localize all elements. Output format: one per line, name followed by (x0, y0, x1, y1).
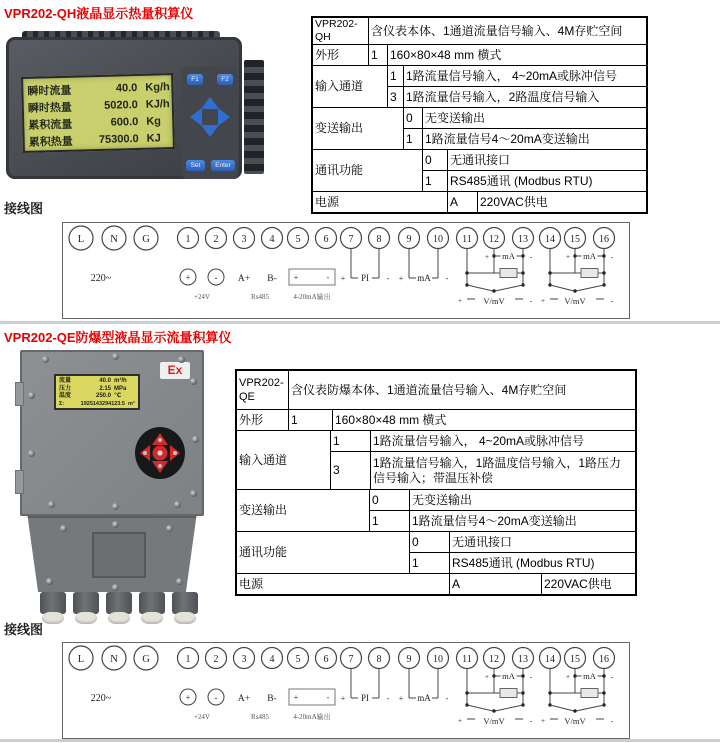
svg-text:3: 3 (241, 234, 247, 245)
svg-text:V/mV: V/mV (564, 296, 586, 306)
input-desc: 1路流量信号输入， 4~20mA或脉冲信号 (373, 433, 585, 448)
svg-text:8: 8 (376, 654, 382, 665)
f2-button: F2 (217, 74, 233, 85)
cable-gland (139, 592, 165, 614)
cable-gland (172, 592, 198, 614)
comm-code: 1 (410, 553, 450, 573)
svg-text:14: 14 (545, 234, 555, 245)
svg-text:+: + (340, 694, 346, 703)
output-code: 0 (370, 490, 410, 510)
lcd-unit: MPa (114, 385, 127, 392)
shape-desc: 160×80×48 mm 横式 (390, 47, 502, 62)
screw-icon (48, 501, 55, 508)
output-desc: 1路流量信号4～20mA变送输出 (425, 131, 590, 146)
svg-text:14: 14 (545, 654, 555, 665)
product-photo-qe (18, 346, 208, 624)
spec-row-power (313, 191, 646, 212)
svg-text:PI: PI (360, 693, 370, 703)
svg-text:13: 13 (518, 234, 528, 245)
input-label: 输入通道 (237, 431, 331, 489)
spec-row-model (237, 371, 635, 409)
svg-text:5: 5 (295, 234, 301, 245)
svg-text:9: 9 (406, 234, 412, 245)
svg-text:-: - (214, 272, 218, 283)
svg-text:N: N (110, 234, 118, 245)
power-desc: 220VAC供电 (544, 576, 612, 591)
lcd-display-qe (54, 374, 140, 410)
svg-text:mA: mA (417, 273, 431, 283)
svg-text:7: 7 (348, 654, 354, 665)
spec-group-comm (313, 149, 646, 191)
output-desc: 无变送输出 (425, 110, 486, 125)
lower-panel-cutout (92, 532, 146, 578)
screw-icon (190, 378, 197, 385)
lcd-unit: KJ (146, 131, 161, 145)
output-code: 0 (404, 108, 423, 128)
lcd-label: 温度 (59, 393, 72, 399)
lcd-value: 5020.0 (103, 98, 138, 112)
svg-text:15: 15 (570, 234, 580, 245)
svg-text:4-20mA输出: 4-20mA输出 (293, 713, 331, 721)
svg-text:mA: mA (583, 251, 596, 261)
output-code: 1 (404, 129, 423, 149)
lcd-row-total (59, 401, 136, 409)
model-cell: VPR202-QE (237, 371, 289, 409)
input-code: 3 (331, 452, 371, 489)
gland-cap (42, 612, 64, 624)
svg-text:+: + (457, 296, 463, 305)
svg-text:PI: PI (360, 273, 370, 283)
lcd-row (59, 378, 136, 386)
ex-mark: Ex (160, 362, 190, 379)
svg-text:mA: mA (583, 671, 596, 681)
svg-text:1: 1 (185, 234, 191, 245)
svg-text:2: 2 (213, 234, 219, 245)
svg-text:G: G (142, 234, 150, 245)
svg-text:mA: mA (502, 671, 515, 681)
input-desc: 1路流量信号输入，1路温度信号输入，1路压力信号输入；带温压补偿 (373, 455, 622, 485)
svg-text:220~: 220~ (90, 273, 112, 284)
comm-code: 1 (423, 171, 448, 191)
svg-text:V/mV: V/mV (483, 716, 505, 726)
comm-desc: RS485通讯 (Modbus RTU) (452, 555, 595, 570)
lcd-display-qh (21, 73, 175, 153)
svg-text:12: 12 (489, 654, 499, 665)
svg-text:+: + (540, 716, 546, 725)
gland-cap (108, 612, 130, 624)
output-desc: 无变送输出 (412, 492, 473, 507)
svg-text:-: - (610, 672, 614, 681)
comm-desc: 无通讯接口 (452, 534, 513, 549)
svg-text:+: + (457, 716, 463, 725)
lcd-unit: ℃ (114, 393, 122, 399)
svg-text:+24V: +24V (193, 713, 211, 721)
comm-desc: RS485通讯 (Modbus RTU) (450, 173, 593, 188)
screw-icon (190, 490, 197, 497)
power-label: 电源 (313, 192, 448, 212)
spec-group-comm (237, 531, 635, 573)
svg-text:+: + (565, 672, 571, 681)
power-label: 电源 (237, 574, 450, 594)
screw-icon (60, 525, 67, 532)
output-code: 1 (370, 511, 410, 531)
set-button: Set (186, 160, 205, 171)
svg-text:-: - (610, 716, 614, 725)
shape-code: 1 (289, 410, 333, 430)
keypad (182, 67, 238, 179)
power-desc: 220VAC供电 (480, 194, 548, 209)
screw-icon (28, 392, 35, 399)
screw-icon (112, 353, 119, 360)
screw-icon (112, 503, 119, 510)
lcd-label: 流量 (59, 378, 72, 384)
svg-text:3: 3 (241, 654, 247, 665)
svg-text:10: 10 (433, 234, 443, 245)
svg-text:L: L (77, 654, 85, 665)
spec-row-power (237, 573, 635, 594)
section-title-qh: VPR202-QH液晶显示热量积算仪 (4, 6, 194, 21)
svg-text:B-: B- (267, 694, 277, 704)
power-code: A (450, 574, 542, 594)
svg-text:mA: mA (502, 251, 515, 261)
shape-code: 1 (369, 45, 388, 65)
svg-text:-: - (445, 694, 449, 703)
spec-group-output (313, 107, 646, 149)
meter-case (6, 37, 242, 179)
svg-text:4-20mA输出: 4-20mA输出 (293, 293, 331, 301)
svg-text:9: 9 (406, 654, 412, 665)
svg-text:+: + (484, 252, 490, 261)
svg-text:+: + (185, 272, 191, 283)
gland-cap (174, 612, 196, 624)
comm-desc: 无通讯接口 (450, 152, 511, 167)
model-desc-cell: 含仪表本体、1通道流量信号输入、4M存贮空间 (371, 23, 623, 38)
lcd-value: 600.0 (110, 115, 139, 129)
screw-icon (176, 578, 183, 585)
lcd-row (59, 386, 136, 394)
svg-text:+: + (484, 672, 490, 681)
shape-label: 外形 (237, 410, 289, 430)
screw-icon (42, 356, 49, 363)
svg-text:+24V: +24V (193, 293, 211, 301)
spec-row-shape (237, 409, 635, 430)
lcd-label: 压力 (59, 385, 72, 392)
input-code: 1 (331, 431, 371, 451)
svg-text:4: 4 (269, 234, 275, 245)
lcd-value: 40.0 (99, 378, 111, 384)
gland-cap (75, 612, 97, 624)
svg-text:-: - (386, 274, 390, 283)
svg-text:-: - (326, 693, 330, 702)
output-label: 变送输出 (313, 108, 404, 149)
svg-text:+: + (398, 694, 404, 703)
spec-row-shape (313, 44, 646, 65)
hinge-tab (15, 470, 24, 494)
svg-text:1: 1 (185, 654, 191, 665)
svg-text:-: - (529, 672, 533, 681)
screw-icon (112, 584, 119, 591)
svg-text:+: + (185, 692, 191, 703)
svg-text:L: L (77, 234, 85, 245)
svg-text:Rs485: Rs485 (251, 293, 269, 301)
svg-text:+: + (398, 274, 404, 283)
section-divider (0, 321, 720, 324)
lcd-unit: m³ (128, 400, 135, 407)
spec-table-qh (311, 16, 648, 214)
model-desc-cell: 含仪表防爆本体、1通道流量信号输入、4M存贮空间 (291, 382, 567, 397)
svg-text:-: - (529, 252, 533, 261)
lcd-value: 75300.0 (98, 132, 139, 146)
svg-text:N: N (110, 654, 118, 665)
svg-text:12: 12 (489, 234, 499, 245)
lcd-label: 瞬时流量 (27, 84, 72, 98)
svg-text:-: - (386, 694, 390, 703)
svg-text:16: 16 (599, 654, 609, 665)
shape-desc: 160×80×48 mm 横式 (335, 412, 447, 427)
screw-icon (166, 525, 173, 532)
comm-label: 通讯功能 (313, 150, 423, 191)
svg-text:5: 5 (295, 654, 301, 665)
terminal-fins (244, 60, 264, 174)
spec-group-input (313, 65, 646, 107)
lcd-unit: Kg (146, 114, 162, 128)
svg-text:11: 11 (462, 654, 472, 665)
screw-icon (28, 450, 35, 457)
svg-text:G: G (142, 654, 150, 665)
svg-text:V/mV: V/mV (564, 716, 586, 726)
input-desc: 1路流量信号输入，2路温度信号输入 (406, 89, 600, 104)
cable-gland (73, 592, 99, 614)
cable-gland (40, 592, 66, 614)
product-photo-qh (6, 30, 268, 184)
lcd-value: 1925143294123.5 (80, 400, 125, 407)
svg-text:13: 13 (518, 654, 528, 665)
screw-icon (174, 501, 181, 508)
f1-button: F1 (187, 74, 203, 85)
lcd-unit: KJ/h (145, 97, 170, 111)
lcd-value: 2.15 (99, 385, 111, 392)
svg-text:+: + (293, 693, 299, 702)
comm-code: 0 (410, 532, 450, 552)
lcd-unit: m³/h (114, 378, 127, 384)
lcd-row (59, 393, 136, 401)
lcd-label: 瞬时热量 (27, 101, 72, 115)
input-code: 3 (388, 87, 404, 107)
wiring-diagram-qh (62, 222, 630, 319)
arrow-pad-icon (134, 426, 186, 480)
wiring-diagram-qe (62, 642, 630, 739)
input-code: 1 (388, 66, 404, 86)
svg-text:-: - (610, 252, 614, 261)
screw-icon (112, 521, 119, 528)
svg-text:-: - (445, 274, 449, 283)
svg-text:-: - (326, 273, 330, 282)
spec-row-model (313, 18, 646, 44)
power-code: A (448, 192, 478, 212)
svg-text:-: - (529, 296, 533, 305)
svg-text:15: 15 (570, 654, 580, 665)
svg-text:-: - (214, 692, 218, 703)
hinge-tab (15, 382, 24, 406)
svg-text:-: - (529, 716, 533, 725)
svg-text:B-: B- (267, 274, 277, 284)
svg-text:+: + (565, 252, 571, 261)
svg-text:10: 10 (433, 654, 443, 665)
cable-gland (106, 592, 132, 614)
shape-label: 外形 (313, 45, 369, 65)
svg-text:4: 4 (269, 654, 275, 665)
svg-text:6: 6 (323, 654, 329, 665)
gland-cap (141, 612, 163, 624)
svg-text:220~: 220~ (90, 693, 112, 704)
enter-button: Enter (211, 160, 235, 171)
svg-text:+: + (540, 296, 546, 305)
arrow-pad-icon (188, 95, 232, 139)
svg-text:6: 6 (323, 234, 329, 245)
svg-text:+: + (340, 274, 346, 283)
comm-code: 0 (423, 150, 448, 170)
bottom-divider (0, 739, 720, 742)
lcd-unit: Kg/h (145, 80, 170, 94)
lcd-label: 累积流量 (28, 118, 73, 132)
svg-text:2: 2 (213, 654, 219, 665)
svg-text:7: 7 (348, 234, 354, 245)
wiring-heading-qe: 接线图 (4, 622, 44, 637)
svg-text:Rs485: Rs485 (251, 713, 269, 721)
svg-text:A+: A+ (237, 694, 251, 704)
model-cell: VPR202-QH (313, 18, 369, 44)
svg-text:16: 16 (599, 234, 609, 245)
input-desc: 1路流量信号输入， 4~20mA或脉冲信号 (406, 68, 618, 83)
svg-text:8: 8 (376, 234, 382, 245)
lcd-value: 40.0 (115, 81, 138, 95)
svg-text:+: + (293, 273, 299, 282)
lcd-row (28, 129, 170, 150)
svg-text:mA: mA (417, 693, 431, 703)
input-label: 输入通道 (313, 66, 388, 107)
svg-text:-: - (610, 296, 614, 305)
section-title-qe: VPR202-QE防爆型液晶显示流量积算仪 (4, 330, 232, 345)
screw-icon (46, 578, 53, 585)
lcd-label: Σ: (59, 400, 65, 407)
spec-table-qe (235, 369, 637, 596)
lcd-value: 250.0 (95, 393, 111, 399)
spec-group-input (237, 430, 635, 489)
screw-icon (178, 356, 185, 363)
comm-label: 通讯功能 (237, 532, 410, 573)
output-desc: 1路流量信号4～20mA变送输出 (412, 513, 577, 528)
svg-text:A+: A+ (237, 274, 251, 284)
output-label: 变送输出 (237, 490, 370, 531)
screw-icon (192, 436, 199, 443)
spec-group-output (237, 489, 635, 531)
svg-text:11: 11 (462, 234, 472, 245)
lcd-label: 累积热量 (28, 135, 73, 149)
wiring-heading-qh: 接线图 (4, 201, 44, 216)
svg-text:V/mV: V/mV (483, 296, 505, 306)
